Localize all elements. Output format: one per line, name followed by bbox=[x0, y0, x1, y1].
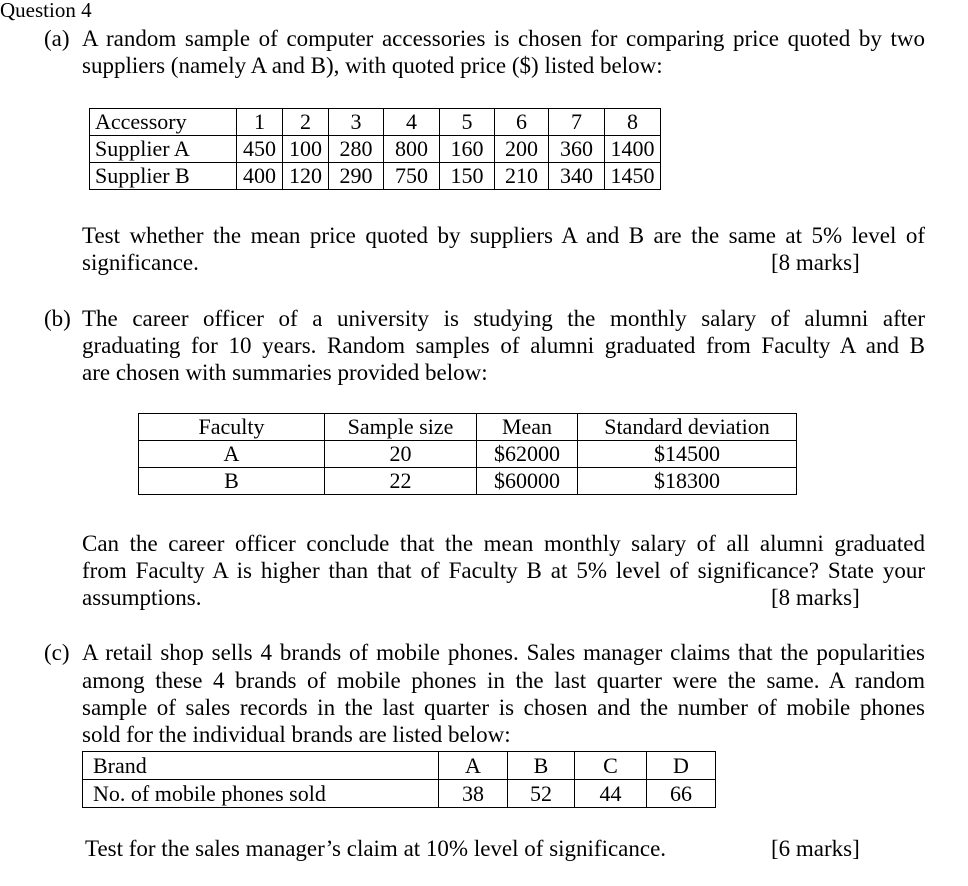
table-cell: No. of mobile phones sold bbox=[83, 780, 439, 808]
part-c-intro-line4: sold for the individual brands are listed below: bbox=[82, 722, 511, 747]
table-cell: Brand bbox=[83, 752, 439, 780]
table-cell: 280 bbox=[329, 136, 384, 163]
table-cell: B bbox=[508, 752, 575, 780]
table-cell: 120 bbox=[283, 163, 329, 190]
table-cell: Supplier A bbox=[90, 136, 237, 163]
table-cell: Faculty bbox=[139, 414, 325, 441]
part-a-label: (a) bbox=[44, 26, 70, 51]
table-cell: 400 bbox=[237, 163, 283, 190]
table-cell: 52 bbox=[508, 780, 575, 808]
table-cell: Sample size bbox=[325, 414, 477, 441]
part-a-question-line2: significance. bbox=[82, 250, 199, 275]
table-cell: B bbox=[139, 468, 325, 495]
part-b-intro-line3: are chosen with summaries provided below: bbox=[82, 360, 488, 385]
part-a-price-table bbox=[89, 108, 661, 190]
table-cell: $14500 bbox=[578, 441, 797, 468]
question-title: Question 4 bbox=[0, 0, 92, 22]
part-a-intro-line2: suppliers (namely A and B), with quoted price ($) listed below: bbox=[82, 53, 663, 78]
table-cell: 800 bbox=[384, 136, 440, 163]
table-cell: 750 bbox=[384, 163, 440, 190]
table-cell: 210 bbox=[495, 163, 549, 190]
table-cell: 100 bbox=[283, 136, 329, 163]
table-cell: 5 bbox=[440, 109, 495, 136]
table-cell: 360 bbox=[549, 136, 605, 163]
table-cell: D bbox=[647, 752, 716, 780]
part-c-question-line1: Test for the sales manager’s claim at 10% level of significance. bbox=[85, 836, 667, 861]
table-cell: 150 bbox=[440, 163, 495, 190]
table-cell: C bbox=[575, 752, 647, 780]
table-row bbox=[139, 414, 797, 441]
part-b-marks: [8 marks] bbox=[771, 585, 860, 610]
table-cell: 340 bbox=[549, 163, 605, 190]
part-b-question-line3: assumptions. bbox=[82, 585, 202, 610]
table-cell: 450 bbox=[237, 136, 283, 163]
table-cell: 38 bbox=[439, 780, 508, 808]
part-b-salary-table bbox=[138, 413, 797, 495]
table-cell: 200 bbox=[495, 136, 549, 163]
part-a-marks: [8 marks] bbox=[771, 250, 860, 275]
table-cell: $60000 bbox=[477, 468, 578, 495]
part-c-intro-line1: A retail shop sells 4 brands of mobile phones. Sales manager claims that the popularities bbox=[82, 640, 925, 665]
table-cell: 160 bbox=[440, 136, 495, 163]
table-cell: 1400 bbox=[605, 136, 661, 163]
table-cell: A bbox=[139, 441, 325, 468]
table-cell: Mean bbox=[477, 414, 578, 441]
table-cell: $62000 bbox=[477, 441, 578, 468]
table-row bbox=[90, 136, 661, 163]
table-cell: 66 bbox=[647, 780, 716, 808]
part-c-sales-table bbox=[82, 751, 716, 808]
table-cell: 290 bbox=[329, 163, 384, 190]
part-b-intro-line2: graduating for 10 years. Random samples of alumni graduated from Faculty A and B bbox=[82, 333, 925, 358]
table-cell: 4 bbox=[384, 109, 440, 136]
part-b-question-line2: from Faculty A is higher than that of Faculty B at 5% level of significance? State your bbox=[82, 558, 925, 583]
part-c-marks: [6 marks] bbox=[771, 836, 860, 861]
table-cell: 7 bbox=[549, 109, 605, 136]
table-cell: 1450 bbox=[605, 163, 661, 190]
table-row bbox=[83, 780, 716, 808]
table-cell: 3 bbox=[329, 109, 384, 136]
table-cell: Standard deviation bbox=[578, 414, 797, 441]
table-row bbox=[90, 109, 661, 136]
table-cell: 2 bbox=[283, 109, 329, 136]
part-a-question-line1: Test whether the mean price quoted by suppliers A and B are the same at 5% level of bbox=[82, 223, 925, 248]
table-row bbox=[83, 752, 716, 780]
table-cell: 22 bbox=[325, 468, 477, 495]
table-row bbox=[90, 163, 661, 190]
part-a-intro-line1: A random sample of computer accessories is chosen for comparing price quoted by two bbox=[82, 26, 925, 51]
part-c-intro-line3: sample of sales records in the last quarter is chosen and the number of mobile phones bbox=[82, 695, 925, 720]
table-cell: 1 bbox=[237, 109, 283, 136]
part-c-intro-line2: among these 4 brands of mobile phones in the last quarter were the same. A random bbox=[82, 668, 925, 693]
table-cell: $18300 bbox=[578, 468, 797, 495]
table-cell: 44 bbox=[575, 780, 647, 808]
part-c-label: (c) bbox=[44, 640, 70, 665]
table-cell: Accessory bbox=[90, 109, 237, 136]
table-row bbox=[139, 468, 797, 495]
table-cell: 8 bbox=[605, 109, 661, 136]
table-cell: 6 bbox=[495, 109, 549, 136]
table-row bbox=[139, 441, 797, 468]
part-b-intro-line1: The career officer of a university is studying the monthly salary of alumni after bbox=[82, 306, 925, 331]
table-cell: 20 bbox=[325, 441, 477, 468]
part-b-label: (b) bbox=[44, 306, 71, 331]
part-b-question-line1: Can the career officer conclude that the mean monthly salary of all alumni graduated bbox=[82, 531, 925, 556]
table-cell: Supplier B bbox=[90, 163, 237, 190]
table-cell: A bbox=[439, 752, 508, 780]
